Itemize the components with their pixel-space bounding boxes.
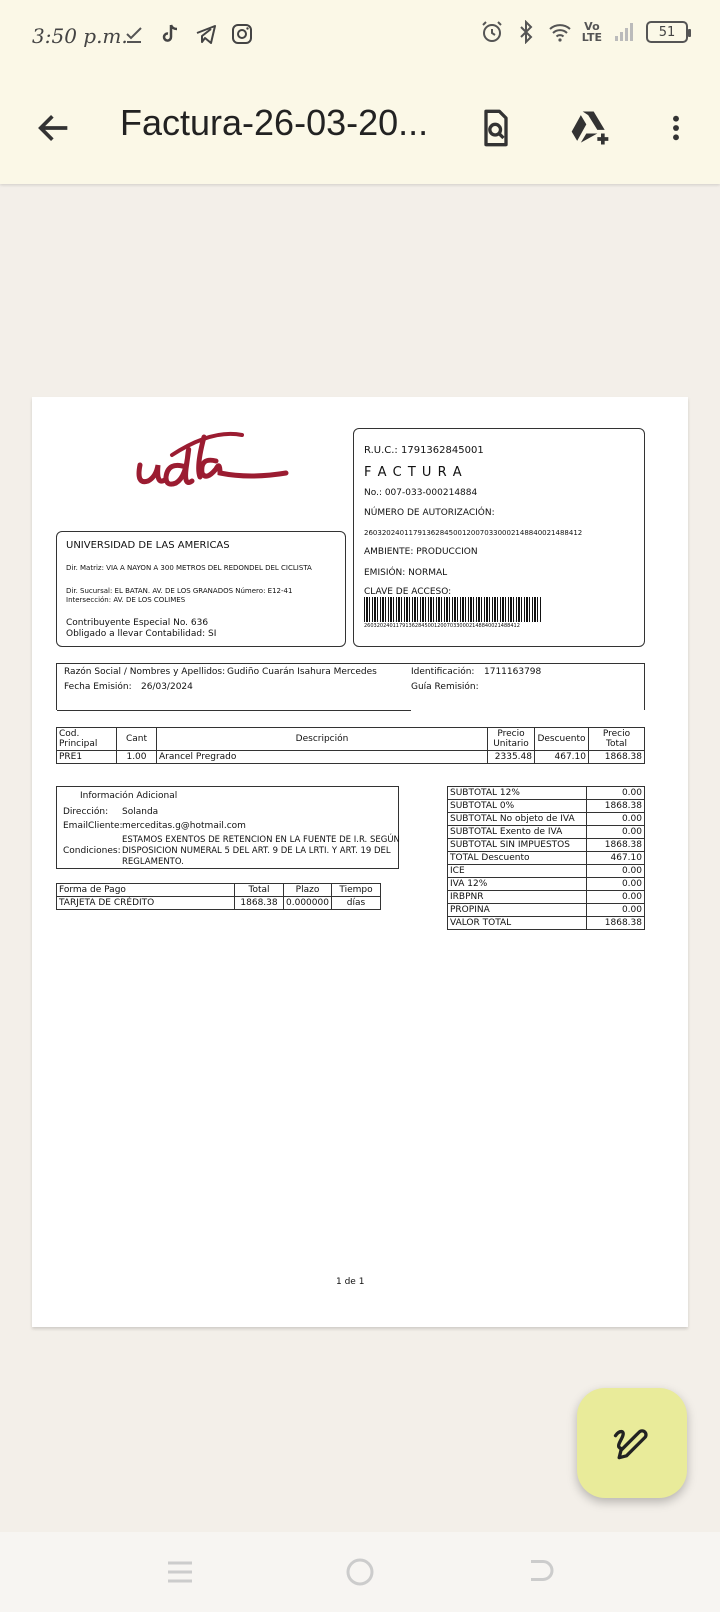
- totals-row: [448, 904, 645, 917]
- totals-row: [448, 878, 645, 891]
- issuer-contribuyente: Contribuyente Especial No. 636: [66, 618, 209, 628]
- cell-forma-pago: TARJETA DE CRÉDITO: [57, 897, 235, 910]
- buyer-divider: [57, 710, 411, 711]
- items-table: [56, 727, 645, 764]
- fecha-emision-label: Fecha Emisión:: [64, 682, 132, 692]
- condiciones-line-2: DISPOSICION NUMERAL 5 DEL ART. 9 DE LA LRTI. Y ART. 19 DEL: [122, 846, 391, 856]
- app-bar: [0, 90, 720, 166]
- telegram-icon: [194, 22, 218, 46]
- header-descripcion: Descripción: [157, 728, 488, 751]
- header-cod: Cod. Principal: [57, 728, 117, 751]
- issuer-contabilidad: Obligado a llevar Contabilidad: SI: [66, 629, 217, 639]
- header-precio-unitario: Precio Unitario: [488, 728, 535, 751]
- totals-value: 1868.38: [587, 800, 645, 813]
- issuer-name: UNIVERSIDAD DE LAS AMERICAS: [66, 540, 230, 551]
- totals-value: 0.00: [587, 878, 645, 891]
- totals-value: 1868.38: [587, 839, 645, 852]
- top-app-area: [0, 0, 720, 184]
- direccion-label: Dirección:: [63, 807, 109, 817]
- totals-label: SUBTOTAL 0%: [448, 800, 587, 813]
- document-title: Factura-26-03-20...: [120, 102, 429, 143]
- emision-label: EMISIÓN: NORMAL: [364, 568, 448, 578]
- totals-value: 1868.38: [587, 917, 645, 930]
- totals-row: [448, 826, 645, 839]
- add-to-drive-button[interactable]: [566, 104, 614, 152]
- battery-icon: [646, 21, 688, 43]
- totals-row: [448, 800, 645, 813]
- direccion-value: Solanda: [122, 807, 159, 817]
- razon-social-label: Razón Social / Nombres y Apellidos:: [64, 667, 226, 677]
- totals-value: 0.00: [587, 813, 645, 826]
- table-row: [57, 897, 381, 910]
- totals-row: [448, 839, 645, 852]
- totals-label: PROPINA: [448, 904, 587, 917]
- totals-label: SUBTOTAL SIN IMPUESTOS: [448, 839, 587, 852]
- totals-label: ICE: [448, 865, 587, 878]
- add-to-drive-icon: [568, 106, 612, 150]
- volte-top: Vo: [584, 20, 600, 33]
- email-label: EmailCliente:: [63, 821, 123, 831]
- status-bar: [0, 0, 720, 72]
- back-arrow-icon[interactable]: [34, 108, 74, 148]
- bluetooth-icon: [514, 20, 538, 44]
- totals-table: [447, 786, 645, 930]
- volte-bottom: LTE: [581, 31, 602, 44]
- document-search-icon: [476, 108, 516, 148]
- buyer-box: [56, 663, 645, 710]
- totals-value: 0.00: [587, 826, 645, 839]
- battery-level: 51: [658, 24, 676, 40]
- cell-cod: PRE1: [57, 751, 117, 764]
- notification-icons: [122, 22, 254, 46]
- recents-icon[interactable]: [162, 1554, 198, 1590]
- totals-body: [448, 787, 645, 930]
- cell-precio-total: 1868.38: [589, 751, 645, 764]
- totals-row: [448, 917, 645, 930]
- totals-row: [448, 865, 645, 878]
- table-row: [57, 751, 645, 764]
- additional-info-box: [56, 786, 399, 869]
- alarm-icon: [480, 20, 504, 44]
- payment-table: [56, 883, 381, 910]
- condiciones-label: Condiciones:: [63, 846, 121, 856]
- issuer-dir-sucursal: Dir. Sucursal: EL BATAN. AV. DE LOS GRANADOS Número: E12-41: [66, 587, 293, 595]
- signal-icon: [612, 20, 636, 44]
- totals-row: [448, 787, 645, 800]
- totals-row: [448, 852, 645, 865]
- totals-value: 0.00: [587, 904, 645, 917]
- udla-logo: [132, 427, 292, 505]
- clave-acceso-label: CLAVE DE ACCESO:: [364, 587, 452, 597]
- authorization-number: 2603202401179136284500120070330002148840021488412: [364, 529, 583, 537]
- totals-label: SUBTOTAL 12%: [448, 787, 587, 800]
- totals-value: 467.10: [587, 852, 645, 865]
- fecha-emision-value: 26/03/2024: [141, 682, 193, 692]
- instagram-icon: [230, 22, 254, 46]
- ambiente-label: AMBIENTE: PRODUCCION: [364, 547, 478, 557]
- cell-plazo: 0.000000: [284, 897, 332, 910]
- cell-cant: 1.00: [117, 751, 157, 764]
- cell-total: 1868.38: [235, 897, 284, 910]
- cell-descripcion: Arancel Pregrado: [157, 751, 488, 764]
- identificacion-label: Identificación:: [411, 667, 475, 677]
- identificacion-value: 1711163798: [484, 667, 542, 677]
- tiktok-icon: [158, 22, 182, 46]
- header-descuento: Descuento: [535, 728, 589, 751]
- totals-label: IRBPNR: [448, 891, 587, 904]
- edit-fab[interactable]: [577, 1388, 687, 1498]
- search-document-button[interactable]: [472, 104, 520, 152]
- cell-descuento: 467.10: [535, 751, 589, 764]
- more-vert-icon: [660, 108, 692, 148]
- issuer-box: [56, 531, 346, 647]
- totals-value: 0.00: [587, 787, 645, 800]
- invoice-number: No.: 007-033-000214884: [364, 488, 478, 498]
- authorization-label: NÚMERO DE AUTORIZACIÓN:: [364, 508, 495, 518]
- cell-precio-unitario: 2335.48: [488, 751, 535, 764]
- totals-label: IVA 12%: [448, 878, 587, 891]
- totals-value: 0.00: [587, 891, 645, 904]
- header-forma-pago: Forma de Pago: [57, 884, 235, 897]
- header-tiempo: Tiempo: [332, 884, 381, 897]
- issuer-interseccion: Intersección: AV. DE LOS COLIMES: [66, 596, 186, 604]
- invoice-info-box: [353, 428, 645, 647]
- page-indicator: 1 de 1: [336, 1277, 365, 1287]
- volte-indicator: [582, 21, 602, 43]
- totals-label: SUBTOTAL Exento de IVA: [448, 826, 587, 839]
- razon-social-value: Gudiño Cuarán Isahura Mercedes: [227, 667, 377, 677]
- more-options-button[interactable]: [652, 104, 700, 152]
- invoice-page[interactable]: [32, 397, 688, 1327]
- condiciones-line-1: ESTAMOS EXENTOS DE RETENCION EN LA FUENTE DE I.R. SEGÚN: [122, 835, 400, 845]
- totals-label: SUBTOTAL No objeto de IVA: [448, 813, 587, 826]
- totals-label: VALOR TOTAL: [448, 917, 587, 930]
- cell-tiempo: días: [332, 897, 381, 910]
- back-nav-icon[interactable]: [522, 1554, 558, 1590]
- items-header-row: [57, 728, 645, 751]
- barcode: [364, 597, 541, 622]
- status-time: 3:50 p.m.: [32, 24, 128, 48]
- email-value: merceditas.g@hotmail.com: [122, 821, 246, 831]
- additional-info-title: Información Adicional: [80, 791, 178, 801]
- header-cant: Cant: [117, 728, 157, 751]
- invoice-type: F A C T U R A: [364, 465, 463, 480]
- totals-row: [448, 891, 645, 904]
- condiciones-line-3: REGLAMENTO.: [122, 857, 184, 867]
- payment-header-row: [57, 884, 381, 897]
- totals-row: [448, 813, 645, 826]
- header-precio-total: Precio Total: [589, 728, 645, 751]
- header-plazo: Plazo: [284, 884, 332, 897]
- system-icons: [480, 20, 688, 44]
- download-done-icon: [122, 22, 146, 46]
- guia-remision-label: Guía Remisión:: [411, 682, 479, 692]
- wifi-icon: [548, 20, 572, 44]
- ruc-label: R.U.C.: 1791362845001: [364, 445, 484, 456]
- barcode-number: 2603202401179136284500120070330002148840021488412: [364, 623, 520, 629]
- header-total: Total: [235, 884, 284, 897]
- home-icon[interactable]: [342, 1554, 378, 1590]
- edit-pen-icon: [610, 1421, 654, 1465]
- totals-value: 0.00: [587, 865, 645, 878]
- issuer-dir-matriz: Dir. Matriz: VIA A NAYON A 300 METROS DEL REDONDEL DEL CICLISTA: [66, 564, 312, 572]
- system-nav-bar: [0, 1532, 720, 1612]
- totals-label: TOTAL Descuento: [448, 852, 587, 865]
